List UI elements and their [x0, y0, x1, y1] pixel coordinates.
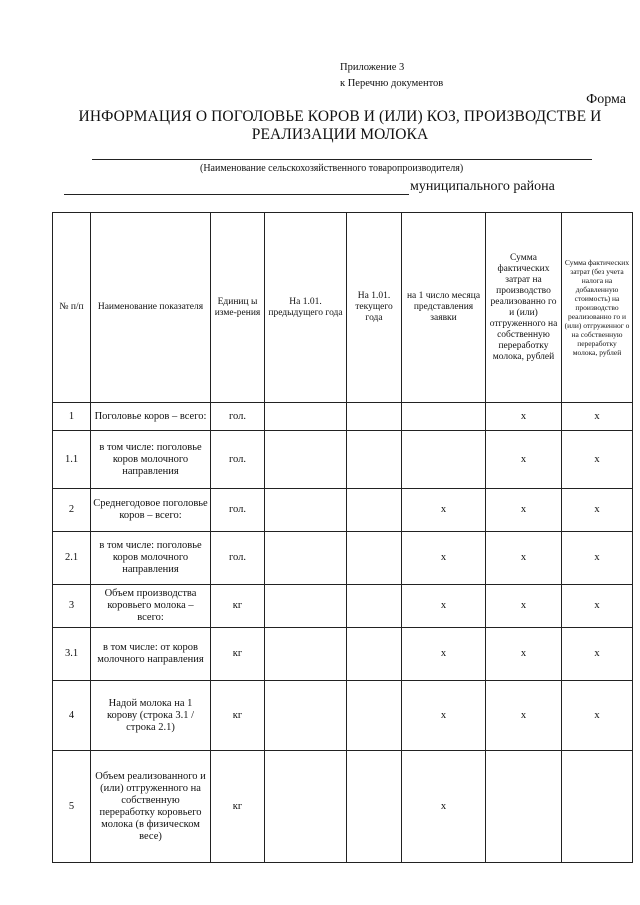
row-prev-year-value[interactable]: [265, 403, 347, 431]
row-unit: гол.: [211, 532, 265, 585]
producer-name-line: [92, 159, 592, 160]
row-indicator-name: Надой молока на 1 корову (строка 3.1 / строка 2.1): [91, 681, 211, 751]
table-row: [53, 585, 633, 628]
row-application-month-value: x: [402, 585, 486, 628]
municipal-district-label: муниципального района: [410, 179, 555, 194]
row-prev-year-value[interactable]: [265, 585, 347, 628]
header-indicator-name: Наименование показателя: [91, 213, 211, 403]
row-indicator-name: в том числе: поголовье коров молочного направления: [91, 431, 211, 489]
row-prev-year-value[interactable]: [265, 681, 347, 751]
row-prev-year-value[interactable]: [265, 751, 347, 863]
row-prev-year-value[interactable]: [265, 532, 347, 585]
table-row: [53, 681, 633, 751]
row-prev-year-value[interactable]: [265, 628, 347, 681]
row-unit: гол.: [211, 489, 265, 532]
row-indicator-name: Объем производства коровьего молока – всего:: [91, 585, 211, 628]
table-row: [53, 403, 633, 431]
producer-name-caption: (Наименование сельскохозяйственного товаропроизводителя): [200, 163, 464, 174]
row-number: 3: [53, 585, 91, 628]
row-application-month-value: x: [402, 532, 486, 585]
row-current-year-value[interactable]: [347, 751, 402, 863]
row-actual-costs: x: [486, 532, 562, 585]
row-actual-costs-without-vat: x: [562, 681, 633, 751]
row-actual-costs: x: [486, 431, 562, 489]
data-table: [52, 212, 633, 863]
row-number: 2.1: [53, 532, 91, 585]
row-number: 3.1: [53, 628, 91, 681]
table-row: [53, 532, 633, 585]
row-actual-costs: x: [486, 585, 562, 628]
row-actual-costs: x: [486, 403, 562, 431]
row-application-month-value: x: [402, 681, 486, 751]
table-row: [53, 751, 633, 863]
header-number: № п/п: [53, 213, 91, 403]
row-indicator-name: в том числе: от коров молочного направления: [91, 628, 211, 681]
row-prev-year-value[interactable]: [265, 489, 347, 532]
appendix-reference: [340, 60, 443, 92]
document-title: ИНФОРМАЦИЯ О ПОГОЛОВЬЕ КОРОВ И (ИЛИ) КОЗ, ПРОИЗВОДСТВЕ И РЕАЛИЗАЦИИ МОЛОКА: [78, 108, 602, 143]
row-current-year-value[interactable]: [347, 489, 402, 532]
row-application-month-value: x: [402, 751, 486, 863]
row-application-month-value[interactable]: [402, 431, 486, 489]
row-prev-year-value[interactable]: [265, 431, 347, 489]
row-actual-costs-without-vat[interactable]: [562, 751, 633, 863]
row-unit: кг: [211, 681, 265, 751]
row-actual-costs-without-vat: x: [562, 628, 633, 681]
row-current-year-value[interactable]: [347, 585, 402, 628]
table-row: [53, 431, 633, 489]
row-actual-costs-without-vat: x: [562, 489, 633, 532]
row-unit: гол.: [211, 403, 265, 431]
header-unit: Единиц ы изме-рения: [211, 213, 265, 403]
row-number: 4: [53, 681, 91, 751]
row-unit: кг: [211, 585, 265, 628]
row-unit: кг: [211, 628, 265, 681]
row-number: 5: [53, 751, 91, 863]
header-current-year: На 1.01. текущего года: [347, 213, 402, 403]
header-prev-year: На 1.01. предыдущего года: [265, 213, 347, 403]
form-label: Форма: [586, 92, 626, 107]
row-application-month-value: x: [402, 489, 486, 532]
appendix-line-1: Приложение 3: [340, 62, 405, 73]
row-number: 1: [53, 403, 91, 431]
row-actual-costs-without-vat: x: [562, 585, 633, 628]
row-indicator-name: Объем реализованного и (или) отгруженного на собственную переработку коровьего молока (в физическом весе): [91, 751, 211, 863]
header-row: [53, 213, 633, 403]
row-indicator-name: Среднегодовое поголовье коров – всего:: [91, 489, 211, 532]
row-actual-costs[interactable]: [486, 751, 562, 863]
row-actual-costs-without-vat: x: [562, 403, 633, 431]
row-actual-costs-without-vat: x: [562, 532, 633, 585]
row-application-month-value[interactable]: [402, 403, 486, 431]
row-unit: кг: [211, 751, 265, 863]
row-unit: гол.: [211, 431, 265, 489]
row-current-year-value[interactable]: [347, 403, 402, 431]
appendix-line-2: к Перечню документов: [340, 78, 444, 89]
row-actual-costs: x: [486, 681, 562, 751]
district-name-line: [64, 194, 409, 195]
table-body: [53, 403, 633, 863]
row-actual-costs: x: [486, 489, 562, 532]
row-indicator-name: в том числе: поголовье коров молочного направления: [91, 532, 211, 585]
table-row: [53, 489, 633, 532]
header-application-month: на 1 число месяца представления заявки: [402, 213, 486, 403]
header-actual-costs: Сумма фактических затрат на производство реализованно го и (или) отгруженного на собственную переработку молока, рублей: [486, 213, 562, 403]
table-row: [53, 628, 633, 681]
row-actual-costs: x: [486, 628, 562, 681]
row-indicator-name: Поголовье коров – всего:: [91, 403, 211, 431]
row-application-month-value: x: [402, 628, 486, 681]
header-actual-costs-without-vat: Сумма фактических затрат (без учета налога на добавленную стоимость) на производство реализованно го и (или) отгруженног о на собственную переработку молока, рублей: [562, 213, 633, 403]
row-current-year-value[interactable]: [347, 628, 402, 681]
row-number: 2: [53, 489, 91, 532]
row-actual-costs-without-vat: x: [562, 431, 633, 489]
row-current-year-value[interactable]: [347, 431, 402, 489]
row-current-year-value[interactable]: [347, 681, 402, 751]
row-number: 1.1: [53, 431, 91, 489]
row-current-year-value[interactable]: [347, 532, 402, 585]
